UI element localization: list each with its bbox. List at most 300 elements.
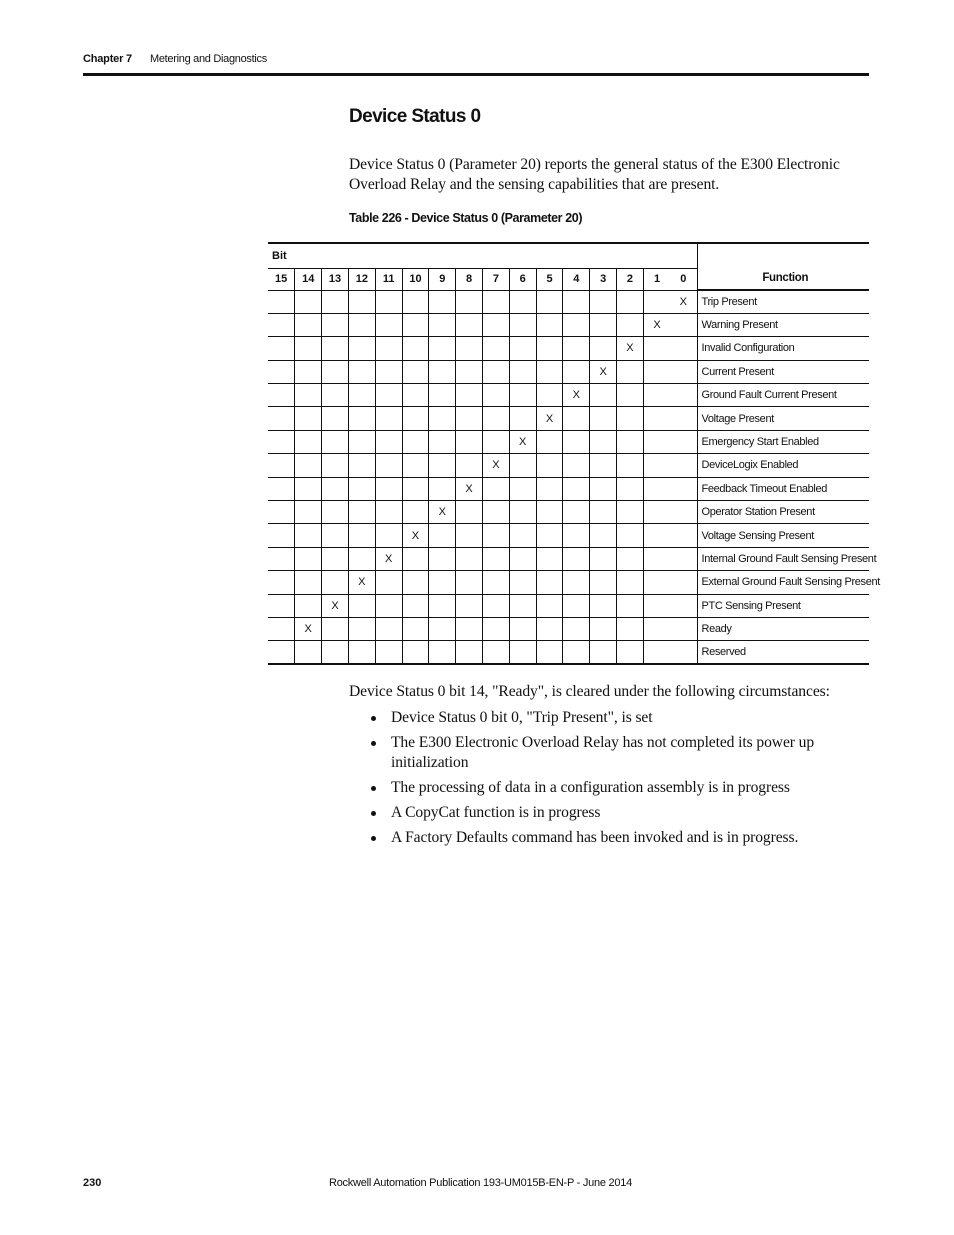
bit-cell bbox=[563, 617, 590, 640]
list-item bbox=[349, 778, 869, 798]
bullet-icon bbox=[371, 836, 376, 841]
bit-cell bbox=[643, 407, 670, 430]
bit-number-header: 3 bbox=[590, 268, 617, 290]
bit-cell bbox=[643, 477, 670, 500]
bit-cell bbox=[563, 360, 590, 383]
bit-cell bbox=[295, 524, 322, 547]
bit-cell bbox=[536, 290, 563, 313]
bit-cell bbox=[670, 571, 697, 594]
bit-cell bbox=[617, 641, 644, 664]
bit-cell bbox=[348, 547, 375, 570]
bit-cell bbox=[483, 547, 510, 570]
bit-cell bbox=[643, 454, 670, 477]
page-number: 230 bbox=[83, 1177, 102, 1189]
bit-cell bbox=[456, 617, 483, 640]
bit-cell bbox=[375, 571, 402, 594]
bit-mark: X bbox=[590, 360, 617, 383]
bit-cell bbox=[617, 360, 644, 383]
bit-cell bbox=[483, 571, 510, 594]
bit-cell bbox=[402, 594, 429, 617]
bit-cell bbox=[536, 360, 563, 383]
bit-cell bbox=[348, 501, 375, 524]
bit-cell bbox=[348, 384, 375, 407]
bit-cell bbox=[617, 430, 644, 453]
bit-cell bbox=[536, 454, 563, 477]
bit-cell bbox=[509, 384, 536, 407]
bit-cell bbox=[536, 524, 563, 547]
bit-cell bbox=[643, 571, 670, 594]
bit-cell bbox=[268, 571, 295, 594]
bit-cell bbox=[322, 571, 349, 594]
bit-cell bbox=[590, 407, 617, 430]
bit-cell bbox=[295, 360, 322, 383]
bit-cell bbox=[536, 547, 563, 570]
bit-cell bbox=[402, 360, 429, 383]
bit-number-header: 11 bbox=[375, 268, 402, 290]
table-caption: Table 226 - Device Status 0 (Parameter 20) bbox=[349, 211, 583, 225]
bit-cell bbox=[617, 407, 644, 430]
bit-cell bbox=[483, 407, 510, 430]
bit-cell bbox=[643, 337, 670, 360]
bit-cell bbox=[590, 454, 617, 477]
bit-cell bbox=[509, 290, 536, 313]
bit-cell bbox=[509, 477, 536, 500]
bit-mark: X bbox=[375, 547, 402, 570]
bit-cell bbox=[348, 477, 375, 500]
intro-paragraph: Device Status 0 (Parameter 20) reports the general status of the E300 Electronic Overload Relay and the sensing capabilities that are present. bbox=[349, 156, 840, 193]
bit-cell bbox=[483, 524, 510, 547]
bit-cell bbox=[483, 384, 510, 407]
bit-cell bbox=[402, 290, 429, 313]
bit-cell bbox=[322, 641, 349, 664]
function-cell: Warning Present bbox=[697, 313, 869, 336]
bit-cell bbox=[429, 524, 456, 547]
bit-cell bbox=[429, 617, 456, 640]
bit-cell bbox=[348, 313, 375, 336]
bit-cell bbox=[268, 313, 295, 336]
bit-cell bbox=[348, 594, 375, 617]
bit-cell bbox=[536, 337, 563, 360]
bit-cell bbox=[670, 641, 697, 664]
list-item-text: A Factory Defaults command has been invoked and is in progress. bbox=[391, 829, 799, 846]
bit-cell bbox=[643, 594, 670, 617]
bit-cell bbox=[268, 290, 295, 313]
function-cell: External Ground Fault Sensing Present bbox=[697, 571, 869, 594]
bit-cell bbox=[483, 337, 510, 360]
bit-cell bbox=[536, 477, 563, 500]
bit-header: Bit bbox=[268, 243, 697, 268]
bit-cell bbox=[617, 454, 644, 477]
table-row bbox=[268, 384, 869, 407]
bit-cell bbox=[322, 547, 349, 570]
bit-cell bbox=[456, 313, 483, 336]
bit-cell bbox=[563, 337, 590, 360]
function-cell: Voltage Sensing Present bbox=[697, 524, 869, 547]
bit-cell bbox=[268, 337, 295, 360]
bit-cell bbox=[295, 430, 322, 453]
bit-number-header: 8 bbox=[456, 268, 483, 290]
bit-cell bbox=[322, 407, 349, 430]
function-cell: Operator Station Present bbox=[697, 501, 869, 524]
bit-cell bbox=[590, 501, 617, 524]
bit-cell bbox=[429, 407, 456, 430]
bit-cell bbox=[617, 477, 644, 500]
bit-cell bbox=[670, 360, 697, 383]
bit-cell bbox=[509, 313, 536, 336]
bit-cell bbox=[590, 337, 617, 360]
circumstances-list bbox=[349, 708, 869, 853]
bit-cell bbox=[617, 617, 644, 640]
bit-cell bbox=[563, 641, 590, 664]
bit-cell bbox=[456, 290, 483, 313]
bit-cell bbox=[509, 454, 536, 477]
bit-cell bbox=[375, 524, 402, 547]
table-row bbox=[268, 313, 869, 336]
list-item-text: Device Status 0 bit 0, "Trip Present", is set bbox=[391, 709, 653, 726]
bit-cell bbox=[375, 641, 402, 664]
bit-cell bbox=[509, 594, 536, 617]
bit-cell bbox=[402, 571, 429, 594]
bit-cell bbox=[456, 360, 483, 383]
bit-cell bbox=[268, 477, 295, 500]
bit-cell bbox=[402, 547, 429, 570]
bit-cell bbox=[295, 477, 322, 500]
bit-cell bbox=[483, 594, 510, 617]
bit-cell bbox=[643, 384, 670, 407]
bit-cell bbox=[670, 407, 697, 430]
bit-cell bbox=[536, 571, 563, 594]
bit-cell bbox=[375, 337, 402, 360]
bit-cell bbox=[375, 290, 402, 313]
bit-cell bbox=[322, 337, 349, 360]
bit-cell bbox=[322, 617, 349, 640]
bit-cell bbox=[348, 524, 375, 547]
table-row bbox=[268, 571, 869, 594]
bit-cell bbox=[375, 594, 402, 617]
bit-cell bbox=[348, 290, 375, 313]
bit-cell bbox=[348, 407, 375, 430]
bit-cell bbox=[643, 641, 670, 664]
bit-cell bbox=[563, 501, 590, 524]
bit-cell bbox=[643, 547, 670, 570]
bit-cell bbox=[536, 313, 563, 336]
bit-cell bbox=[590, 313, 617, 336]
bit-cell bbox=[295, 547, 322, 570]
bit-cell bbox=[670, 594, 697, 617]
bit-number-header: 9 bbox=[429, 268, 456, 290]
bit-cell bbox=[429, 641, 456, 664]
bit-cell bbox=[509, 360, 536, 383]
bit-cell bbox=[456, 571, 483, 594]
bit-cell bbox=[268, 641, 295, 664]
bullet-icon bbox=[371, 716, 376, 721]
bit-cell bbox=[483, 430, 510, 453]
bit-cell bbox=[509, 501, 536, 524]
bit-cell bbox=[429, 337, 456, 360]
bit-cell bbox=[295, 313, 322, 336]
bit-cell bbox=[590, 594, 617, 617]
table-row bbox=[268, 524, 869, 547]
bit-mark: X bbox=[348, 571, 375, 594]
bit-cell bbox=[590, 290, 617, 313]
bit-cell bbox=[536, 641, 563, 664]
bit-mark: X bbox=[322, 594, 349, 617]
bit-cell bbox=[456, 547, 483, 570]
bit-cell bbox=[563, 290, 590, 313]
bit-cell bbox=[509, 407, 536, 430]
bit-cell bbox=[295, 571, 322, 594]
bit-cell bbox=[429, 360, 456, 383]
bit-cell bbox=[322, 290, 349, 313]
bit-cell bbox=[590, 617, 617, 640]
bit-number-header: 10 bbox=[402, 268, 429, 290]
bit-cell bbox=[590, 384, 617, 407]
table-row bbox=[268, 360, 869, 383]
bit-cell bbox=[563, 571, 590, 594]
bit-cell bbox=[509, 641, 536, 664]
bit-cell bbox=[617, 571, 644, 594]
bit-number-header: 2 bbox=[617, 268, 644, 290]
bit-cell bbox=[429, 384, 456, 407]
list-item-text: A CopyCat function is in progress bbox=[391, 804, 601, 821]
bit-cell bbox=[670, 547, 697, 570]
bit-number-header: 4 bbox=[563, 268, 590, 290]
bit-mark: X bbox=[483, 454, 510, 477]
bit-cell bbox=[268, 454, 295, 477]
function-cell: Feedback Timeout Enabled bbox=[697, 477, 869, 500]
function-cell: Voltage Present bbox=[697, 407, 869, 430]
bit-cell bbox=[456, 454, 483, 477]
function-cell: Current Present bbox=[697, 360, 869, 383]
bit-cell bbox=[643, 430, 670, 453]
bit-mark: X bbox=[429, 501, 456, 524]
chapter-label: Chapter 7 bbox=[83, 53, 132, 65]
function-cell: Ready bbox=[697, 617, 869, 640]
bit-number-header: 6 bbox=[509, 268, 536, 290]
bit-cell bbox=[670, 384, 697, 407]
bit-cell bbox=[590, 571, 617, 594]
bit-cell bbox=[295, 337, 322, 360]
bit-cell bbox=[322, 360, 349, 383]
bit-cell bbox=[402, 313, 429, 336]
bit-cell bbox=[563, 313, 590, 336]
bit-cell bbox=[268, 617, 295, 640]
list-item bbox=[349, 828, 869, 848]
bit-cell bbox=[670, 430, 697, 453]
bit-cell bbox=[536, 430, 563, 453]
bit-cell bbox=[617, 290, 644, 313]
bit-cell bbox=[295, 454, 322, 477]
bit-cell bbox=[429, 454, 456, 477]
bullet-icon bbox=[371, 811, 376, 816]
bit-cell bbox=[348, 617, 375, 640]
table-row bbox=[268, 501, 869, 524]
list-item bbox=[349, 708, 869, 728]
bit-cell bbox=[402, 641, 429, 664]
bit-mark: X bbox=[536, 407, 563, 430]
table-row bbox=[268, 617, 869, 640]
bit-cell bbox=[402, 407, 429, 430]
bit-mark: X bbox=[295, 617, 322, 640]
bit-cell bbox=[375, 617, 402, 640]
bit-cell bbox=[295, 641, 322, 664]
bit-number-header: 13 bbox=[322, 268, 349, 290]
bit-cell bbox=[456, 407, 483, 430]
bit-cell bbox=[456, 337, 483, 360]
bit-cell bbox=[590, 547, 617, 570]
bit-cell bbox=[375, 313, 402, 336]
bit-cell bbox=[322, 430, 349, 453]
bit-cell bbox=[456, 524, 483, 547]
bit-cell bbox=[456, 594, 483, 617]
bit-cell bbox=[456, 430, 483, 453]
function-cell: Internal Ground Fault Sensing Present bbox=[697, 547, 869, 570]
bit-cell bbox=[268, 501, 295, 524]
table-row bbox=[268, 430, 869, 453]
bit-number-header: 5 bbox=[536, 268, 563, 290]
bit-cell bbox=[268, 524, 295, 547]
bit-cell bbox=[509, 547, 536, 570]
bit-cell bbox=[268, 547, 295, 570]
table-row bbox=[268, 641, 869, 664]
bit-mark: X bbox=[643, 313, 670, 336]
bit-cell bbox=[483, 641, 510, 664]
bit-cell bbox=[509, 524, 536, 547]
bit-cell bbox=[375, 407, 402, 430]
bit-cell bbox=[268, 430, 295, 453]
bit-cell bbox=[536, 501, 563, 524]
bit-mark: X bbox=[670, 290, 697, 313]
bit-cell bbox=[429, 313, 456, 336]
bit-cell bbox=[322, 501, 349, 524]
bit-cell bbox=[617, 524, 644, 547]
bit-cell bbox=[348, 360, 375, 383]
bit-cell bbox=[375, 384, 402, 407]
bit-cell bbox=[617, 547, 644, 570]
bit-mark: X bbox=[456, 477, 483, 500]
bit-cell bbox=[509, 571, 536, 594]
bit-cell bbox=[590, 430, 617, 453]
list-item-text: The E300 Electronic Overload Relay has not completed its power up initialization bbox=[391, 734, 815, 771]
bit-cell bbox=[295, 384, 322, 407]
bit-cell bbox=[617, 384, 644, 407]
function-cell: Ground Fault Current Present bbox=[697, 384, 869, 407]
bit-cell bbox=[268, 407, 295, 430]
bit-cell bbox=[429, 571, 456, 594]
bit-cell bbox=[429, 290, 456, 313]
bit-cell bbox=[456, 384, 483, 407]
bit-mark: X bbox=[402, 524, 429, 547]
bit-cell bbox=[402, 477, 429, 500]
bit-cell bbox=[563, 547, 590, 570]
bit-cell bbox=[322, 313, 349, 336]
bit-cell bbox=[483, 360, 510, 383]
bit-cell bbox=[375, 360, 402, 383]
bit-cell bbox=[348, 454, 375, 477]
bit-cell bbox=[348, 430, 375, 453]
bit-cell bbox=[295, 594, 322, 617]
bit-cell bbox=[617, 501, 644, 524]
bit-cell bbox=[536, 617, 563, 640]
bit-cell bbox=[375, 454, 402, 477]
table-row bbox=[268, 454, 869, 477]
bit-cell bbox=[643, 360, 670, 383]
bit-number-header: 14 bbox=[295, 268, 322, 290]
function-cell: DeviceLogix Enabled bbox=[697, 454, 869, 477]
bit-number-header: 1 bbox=[643, 268, 670, 290]
function-cell: Invalid Configuration bbox=[697, 337, 869, 360]
table-row bbox=[268, 547, 869, 570]
bit-cell bbox=[322, 454, 349, 477]
bit-cell bbox=[643, 290, 670, 313]
bit-cell bbox=[483, 313, 510, 336]
bit-cell bbox=[670, 524, 697, 547]
bit-cell bbox=[643, 524, 670, 547]
bit-number-header: 15 bbox=[268, 268, 295, 290]
bit-cell bbox=[268, 384, 295, 407]
bit-cell bbox=[268, 594, 295, 617]
bit-cell bbox=[670, 501, 697, 524]
bit-number-header: 12 bbox=[348, 268, 375, 290]
publication-info: Rockwell Automation Publication 193-UM015B-EN-P - June 2014 bbox=[329, 1177, 632, 1189]
bit-cell bbox=[295, 501, 322, 524]
bit-cell bbox=[402, 501, 429, 524]
bit-cell bbox=[536, 384, 563, 407]
bit-cell bbox=[617, 594, 644, 617]
bit-cell bbox=[670, 337, 697, 360]
table-row bbox=[268, 337, 869, 360]
bit-cell bbox=[563, 407, 590, 430]
bit-cell bbox=[456, 641, 483, 664]
table-row bbox=[268, 594, 869, 617]
bit-cell bbox=[590, 641, 617, 664]
bit-cell bbox=[670, 477, 697, 500]
bit-cell bbox=[429, 477, 456, 500]
bit-cell bbox=[295, 407, 322, 430]
bit-cell bbox=[322, 524, 349, 547]
function-cell: Trip Present bbox=[697, 290, 869, 313]
bit-cell bbox=[402, 384, 429, 407]
bit-cell bbox=[295, 290, 322, 313]
bit-cell bbox=[456, 501, 483, 524]
bit-cell bbox=[483, 477, 510, 500]
bit-cell bbox=[563, 477, 590, 500]
bit-number-header: 0 bbox=[670, 268, 697, 290]
bit-cell bbox=[429, 430, 456, 453]
bit-cell bbox=[375, 430, 402, 453]
table-row bbox=[268, 407, 869, 430]
bit-mark: X bbox=[563, 384, 590, 407]
bit-cell bbox=[429, 547, 456, 570]
function-header: Function bbox=[697, 243, 869, 290]
bit-cell bbox=[268, 360, 295, 383]
function-cell: Reserved bbox=[697, 641, 869, 664]
bit-mark: X bbox=[509, 430, 536, 453]
bit-cell bbox=[670, 454, 697, 477]
bit-cell bbox=[563, 454, 590, 477]
bit-cell bbox=[670, 313, 697, 336]
bit-cell bbox=[563, 524, 590, 547]
list-item-text: The processing of data in a configuration assembly is in progress bbox=[391, 779, 790, 796]
bit-cell bbox=[375, 477, 402, 500]
bit-cell bbox=[617, 313, 644, 336]
bit-cell bbox=[563, 594, 590, 617]
device-status-table bbox=[268, 242, 880, 665]
section-title: Device Status 0 bbox=[349, 106, 481, 127]
function-cell: PTC Sensing Present bbox=[697, 594, 869, 617]
bit-cell bbox=[670, 617, 697, 640]
bullet-icon bbox=[371, 741, 376, 746]
